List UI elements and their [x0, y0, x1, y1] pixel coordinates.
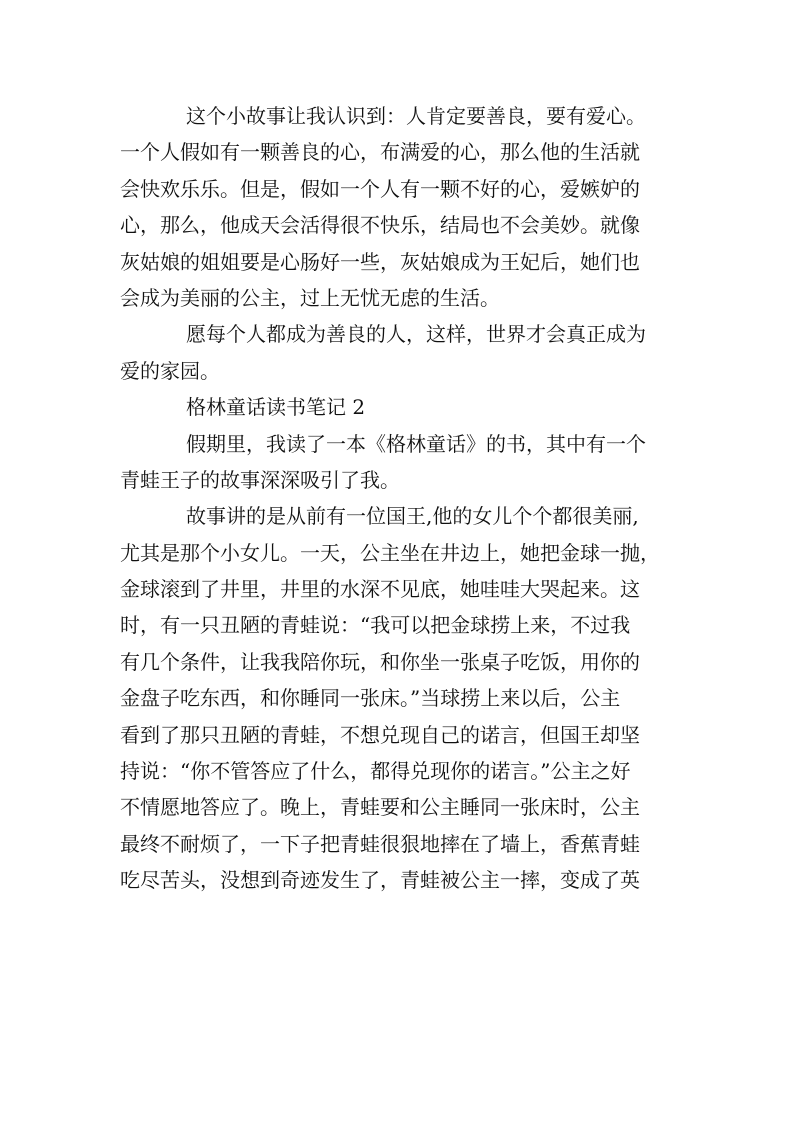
paragraph-line: 心，那么，他成天会活得很不快乐，结局也不会美妙。就像	[120, 213, 640, 238]
section-title: 格林童话读书笔记 2	[186, 395, 366, 420]
paragraph-line: 尤其是那个小女儿。一天，公主坐在井边上，她把金球一抛，	[120, 540, 660, 565]
paragraph-line: 会快欢乐乐。但是，假如一个人有一颗不好的心，爱嫉妒的	[120, 176, 640, 201]
paragraph-line: 青蛙王子的故事深深吸引了我。	[120, 467, 400, 492]
paragraph-line: 一个人假如有一颗善良的心，布满爱的心，那么他的生活就	[120, 140, 640, 165]
paragraph-line: 时，有一只丑陋的青蛙说：“我可以把金球捞上来，不过我	[120, 613, 631, 638]
paragraph-line: 金球滚到了井里，井里的水深不见底，她哇哇大哭起来。这	[120, 577, 640, 602]
paragraph-line: 吃尽苦头，没想到奇迹发生了，青蛙被公主一摔，变成了英	[120, 868, 640, 893]
paragraph-line: 爱的家园。	[120, 358, 220, 383]
paragraph-line: 假期里，我读了一本《格林童话》的书，其中有一个	[186, 431, 646, 456]
paragraph-line: 有几个条件，让我我陪你玩，和你坐一张桌子吃饭，用你的	[120, 649, 640, 674]
paragraph-line: 持说：“你不管答应了什么，都得兑现你的诺言。”公主之好	[120, 759, 631, 784]
paragraph-line: 会成为美丽的公主，过上无忧无虑的生活。	[120, 285, 500, 310]
paragraph-line: 这个小故事让我认识到：人肯定要善良，要有爱心。	[186, 104, 646, 128]
paragraph-line: 金盘子吃东西，和你睡同一张床。”当球捞上来以后，公主	[120, 686, 621, 711]
paragraph-line: 不情愿地答应了。晚上，青蛙要和公主睡同一张床时，公主	[120, 795, 640, 820]
document-page	[120, 98, 680, 899]
paragraph-line: 灰姑娘的姐姐要是心肠好一些，灰姑娘成为王妃后，她们也	[120, 249, 640, 274]
paragraph-line: 愿每个人都成为善良的人，这样，世界才会真正成为	[186, 322, 646, 347]
paragraph-line: 最终不耐烦了，一下子把青蛙很狠地摔在了墙上，香蕉青蛙	[120, 831, 640, 856]
paragraph-line: 看到了那只丑陋的青蛙，不想兑现自己的诺言，但国王却坚	[120, 722, 640, 747]
paragraph-line: 故事讲的是从前有一位国王,他的女儿个个都很美丽,	[186, 504, 639, 529]
